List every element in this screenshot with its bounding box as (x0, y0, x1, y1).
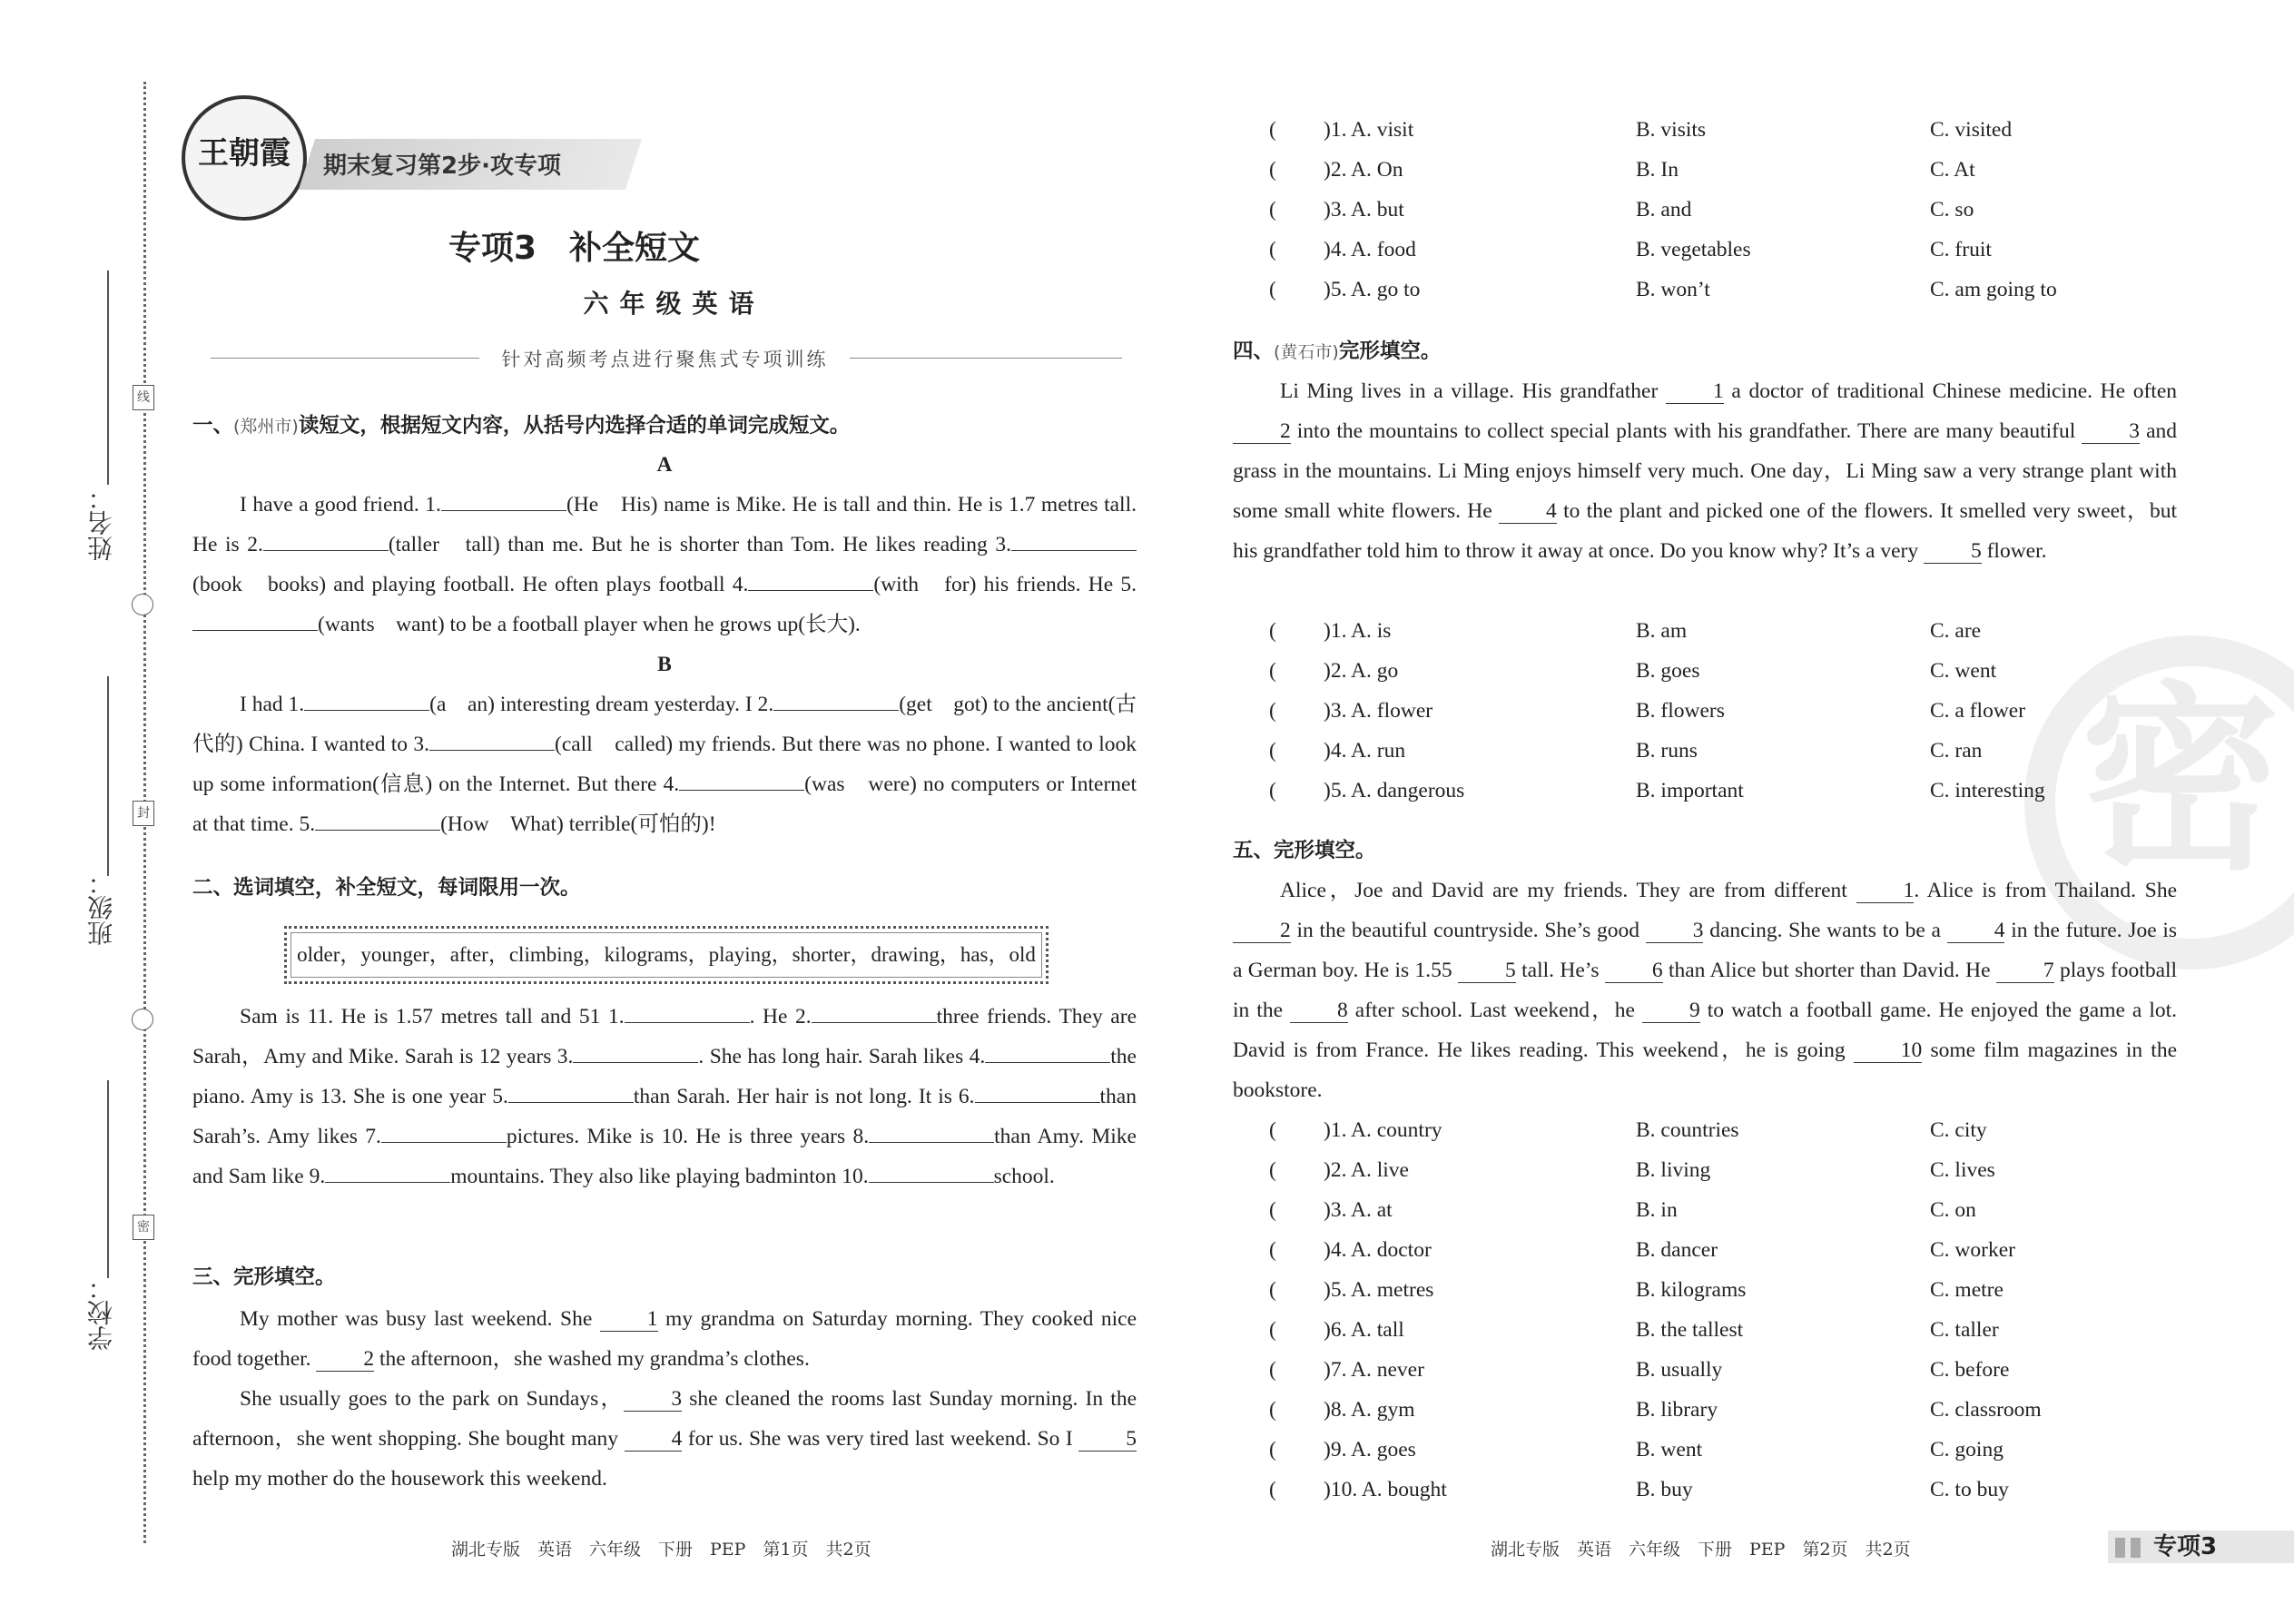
blank-s2-5[interactable] (508, 1082, 634, 1103)
passage-a-label: A (656, 453, 673, 477)
word-bank-box: older，younger，after，climbing，kilograms，playing，shorter，drawing，has，old (284, 926, 1049, 984)
cloze3-blank-5[interactable]: 5 (1078, 1427, 1137, 1452)
blank-s2-7[interactable] (381, 1122, 507, 1143)
cloze4-blank-5[interactable]: 5 (1924, 539, 1982, 564)
cloze5-blank-4[interactable]: 4 (1947, 919, 2005, 943)
class-label: 班级： (86, 870, 116, 946)
badge-grid-icon (2115, 1538, 2141, 1558)
name-label: 姓名： (86, 485, 116, 561)
cloze5-blank-1[interactable]: 1 (1856, 879, 1915, 903)
blank-b5[interactable] (315, 810, 440, 831)
seal-char-line: 线 (133, 385, 154, 410)
cloze4-blank-2[interactable]: 2 (1233, 419, 1291, 444)
class-field-line[interactable] (107, 676, 109, 876)
seal-hole-1 (132, 594, 153, 615)
blank-s2-8[interactable] (869, 1122, 994, 1143)
cloze5-blank-2[interactable]: 2 (1233, 919, 1291, 943)
blank-s2-9[interactable] (325, 1162, 450, 1183)
passage-b: I had 1. (a an) interesting dream yesterday. I 2. (get got) to the ancient(古代的) China. I wanted to 3. (call called) my friends. But there was no phone. I wanted to look up some information(信息) on the Internet. But there 4. (was were) no computers or Internet at that time. 5. (How What) terrible(可怕的)! (192, 684, 1137, 844)
footer-right: 湖北专版 英语 六年级 下册 PEP 第2页 共2页 (1491, 1540, 1911, 1560)
page-subtitle: 六年级英语 (583, 289, 765, 319)
cloze5-blank-8[interactable]: 8 (1290, 999, 1348, 1023)
footer-left: 湖北专版 英语 六年级 下册 PEP 第1页 共2页 (451, 1540, 871, 1560)
section4-passage: Li Ming lives in a village. His grandfather 1 a doctor of traditional Chinese medicine. He often 2 into the mountains to collect special plants with his grandfather. There are many beautiful 3 and grass in the mountains. Li Ming enjoys himself very much. One day，Li Ming saw a very strange plant with some small white flowers. He 4 to the plant and picked one of the flowers. It smelled very sweet，but his grandfather told him to throw it away at once. Do you know why? It’s a very 5 flower. (1233, 379, 2178, 563)
section5-heading: 五、完形填空。 (1233, 839, 1376, 862)
blank-a3[interactable] (1011, 530, 1137, 551)
section3-heading: 三、完形填空。 (192, 1265, 336, 1289)
section3-paragraph-1: My mother was busy last weekend. She 1 my grandma on Saturday morning. They cooked nice food together. 2 the afternoon，she washed my grandma’s clothes. (192, 1307, 1137, 1371)
page-title: 专项3 补全短文 (448, 230, 701, 267)
seal-char-secret: 密 (133, 1215, 154, 1240)
cloze5-blank-5[interactable]: 5 (1458, 959, 1516, 983)
blank-s2-10[interactable] (869, 1162, 994, 1183)
section4-heading: 四、(黄石市)完形填空。 (1233, 340, 1442, 363)
cloze5-blank-7[interactable]: 7 (1996, 959, 2054, 983)
cloze3-blank-3[interactable]: 3 (624, 1387, 682, 1412)
passage-b-label: B (657, 653, 672, 676)
cloze3-blank-2[interactable]: 2 (316, 1347, 374, 1372)
blank-a5[interactable] (192, 610, 318, 631)
blank-b4[interactable] (679, 770, 804, 791)
blank-b3[interactable] (429, 730, 555, 751)
blank-a2[interactable] (263, 530, 389, 551)
section-badge-label: 专项3 (2153, 1533, 2218, 1560)
passage-a: I have a good friend. 1. (He His) name is Mike. He is tall and thin. He is 1.7 metres tall. He is 2. (taller tall) than me. But he is shorter than Tom. He likes reading 3.(book books) and playing football. He often plays football 4. (with for) his friends. He 5.(wants want) to be a football player when he grows up(长大). (192, 485, 1137, 645)
section5-passage: Alice，Joe and David are my friends. They are from different 1. Alice is from Thailand. She 2 in the beautiful countryside. She’s good 3 dancing. She wants to be a 4 in the future. Joe is a German boy. He is 1.55 5 tall. He’s 6 than Alice but shorter than David. He 7 plays football in the 8 after school. Last weekend，he 9 to watch a football game. He enjoyed the game a lot. David is from France. He likes reading. This weekend，he is going 10 some film magazines in the bookstore. (1233, 879, 2178, 1102)
blank-s2-3[interactable] (573, 1042, 698, 1063)
cloze5-blank-6[interactable]: 6 (1605, 959, 1663, 983)
cloze4-blank-1[interactable]: 1 (1666, 379, 1724, 404)
cloze4-blank-4[interactable]: 4 (1499, 499, 1557, 524)
cloze4-blank-3[interactable]: 3 (2082, 419, 2140, 444)
cloze3-blank-4[interactable]: 4 (625, 1427, 683, 1452)
blank-a1[interactable] (441, 490, 566, 511)
tagline-rule-right (850, 358, 1122, 359)
cloze5-blank-10[interactable]: 10 (1854, 1038, 1923, 1063)
blank-s2-2[interactable] (812, 1002, 937, 1023)
school-label: 学校： (86, 1275, 116, 1351)
blank-s2-1[interactable] (625, 1002, 750, 1023)
section3-paragraph-2: She usually goes to the park on Sundays， 3 she cleaned the rooms last Sunday morning. In the afternoon，she went shopping. She bought many 4 for us. She was very tired last weekend. So I 5 help my mother do the housework this weekend. (192, 1387, 1137, 1491)
cloze5-blank-9[interactable]: 9 (1642, 999, 1700, 1023)
blank-s2-4[interactable] (985, 1042, 1110, 1063)
blank-b2[interactable] (773, 690, 899, 711)
section1-heading: 一、(郑州市)读短文，根据短文内容，从括号内选择合适的单词完成短文。 (192, 414, 851, 438)
tagline: 针对高频考点进行聚焦式专项训练 (501, 349, 829, 370)
blank-a4[interactable] (748, 570, 873, 591)
logo-text: 王朝霞 (198, 135, 290, 172)
school-field-line[interactable] (107, 1080, 109, 1278)
seal-hole-2 (132, 1009, 153, 1030)
brand-logo (182, 95, 307, 221)
cloze5-blank-3[interactable]: 3 (1646, 919, 1704, 943)
blank-s2-6[interactable] (975, 1082, 1100, 1103)
banner-text: 期末复习第2步·攻专项 (323, 153, 561, 180)
section2-heading: 二、选词填空，补全短文，每词限用一次。 (192, 876, 581, 900)
section2-passage: Sam is 11. He is 1.57 metres tall and 51 1. . He 2. three friends. They are Sarah，Amy and Mike. Sarah is 12 years 3. . She has long hair. Sarah likes 4. the piano. Amy is 13. She is one year 5. than Sarah. Her hair is not long. It is 6. than Sarah’s. Amy likes 7. pictures. Mike is 10. He is three years 8. than Amy. Mike and Sam like 9. mountains. They also like playing badminton 10. school. (192, 997, 1137, 1196)
blank-b1[interactable] (304, 690, 429, 711)
cloze3-blank-1[interactable]: 1 (600, 1307, 658, 1332)
watermark-seal-icon: 密 (2080, 664, 2280, 897)
seal-char-seal: 封 (133, 801, 154, 826)
